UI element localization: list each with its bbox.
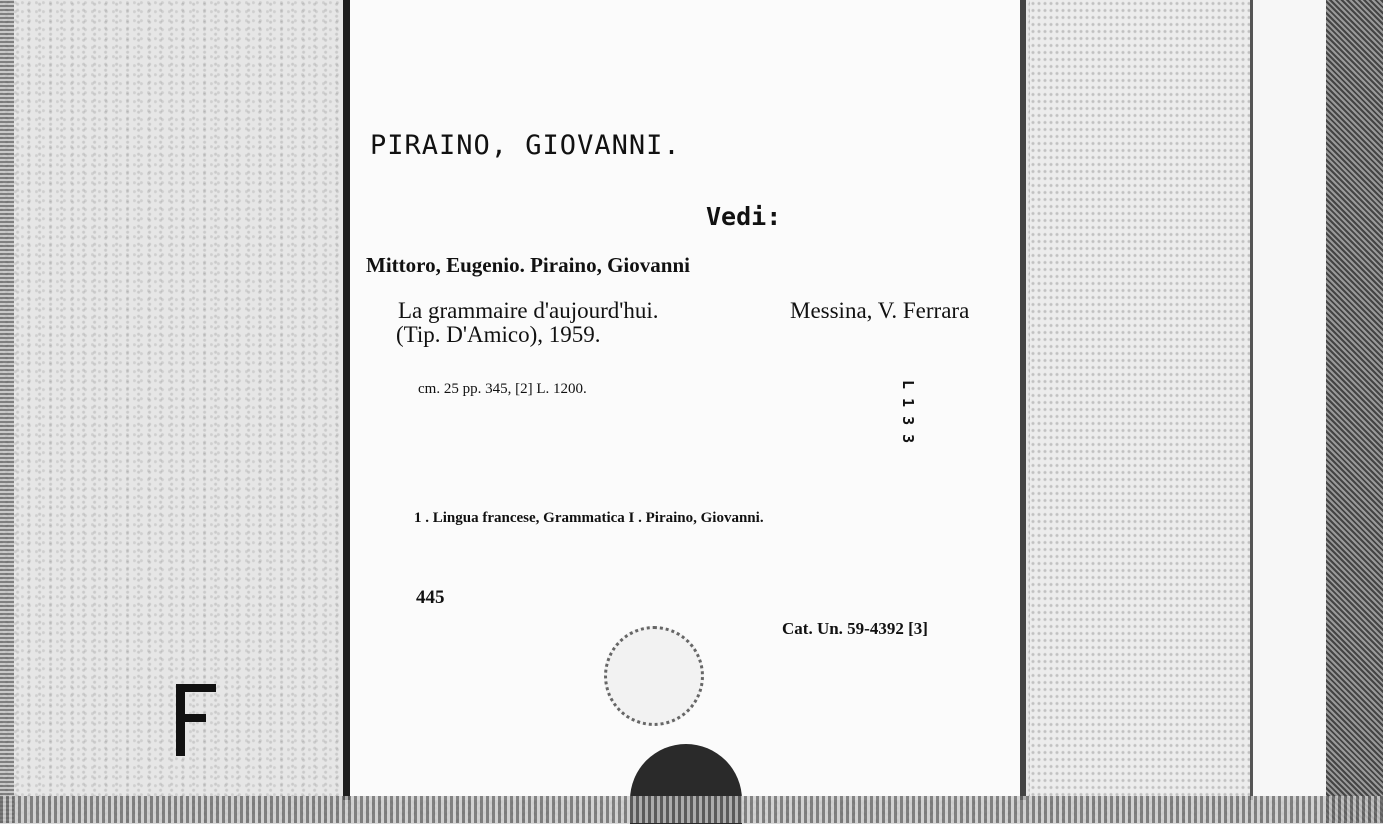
scan-bottom-band: [0, 796, 1383, 823]
adjacent-card-edge: [1030, 0, 1252, 800]
catalog-card: [343, 0, 1026, 800]
catalog-number: Cat. Un. 59-4392 [3]: [782, 619, 928, 638]
scan-left-edge: [0, 0, 14, 823]
white-gap: [1253, 0, 1326, 800]
main-entry: Mittoro, Eugenio. Piraino, Giovanni: [366, 253, 690, 277]
collation-line: cm. 25 pp. 345, [2] L. 1200.: [418, 381, 587, 397]
margin-letter-mark: [172, 680, 222, 760]
card-heading: PIRAINO, GIOVANNI.: [370, 130, 681, 161]
title-line-1: La grammaire d'aujourd'hui.: [398, 298, 659, 323]
imprint-place-publisher: Messina, V. Ferrara: [790, 298, 970, 323]
subject-tracings: 1 . Lingua francese, Grammatica I . Piraino, Giovanni.: [414, 510, 764, 526]
vertical-code: L 1 3 3: [899, 380, 917, 444]
scan-right-strip: [1326, 0, 1383, 823]
class-number: 445: [416, 587, 445, 608]
card-rod-hole: [604, 626, 704, 726]
see-reference-label: Vedi:: [706, 202, 782, 231]
title-line-2: (Tip. D'Amico), 1959.: [396, 322, 601, 347]
